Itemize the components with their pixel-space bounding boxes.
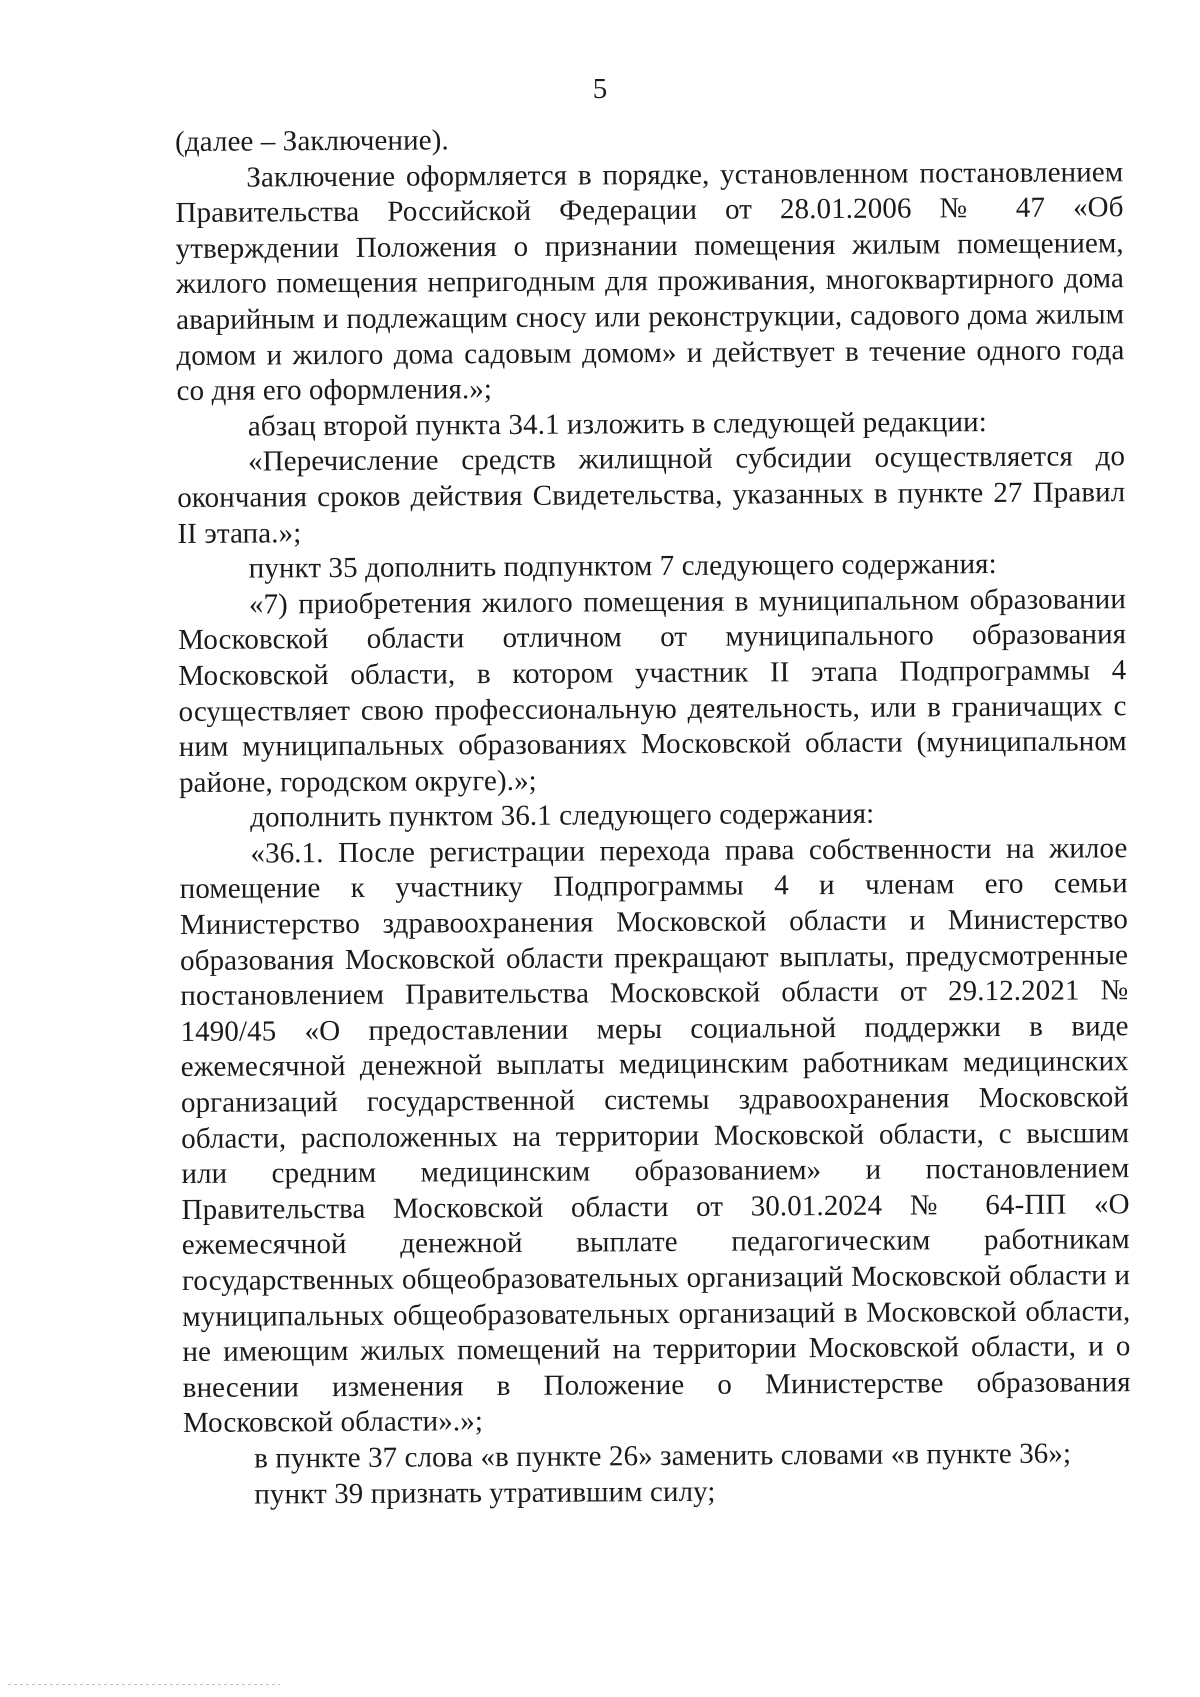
document-body — [175, 119, 1131, 1513]
paragraph-amend-34-1: абзац второй пункта 34.1 изложить в следующей редакции: — [247, 405, 988, 443]
scan-edge-noise — [8, 1684, 280, 1685]
paragraph-item-36-1: «36.1. После регистрации перехода права собственности на жилое помещение к участнику Подпрограммы 4 и членам его семьи Министерство здравоохранения Московской области и Министерство образования Московской области прекращают выплаты, предусмотренные постановлением Правительства Московской области от 29.12.2021 № 1490/45 «О предоставлении меры социальной поддержки в виде ежемесячной денежной выплаты медицинским работникам медицинских организаций государственной системы здравоохранения Московской области, расположенных на территории Московской области, с высшим или средним медицинским образованием» и постановлением Правительства Московской области от 30.01.2024 № 64-ПП «О ежемесячной денежной выплате педагогическим работникам государственных общеобразовательных организаций Московской области и муниципальных общеобразовательных организаций в Московской области, не имеющим жилых помещений на территории Московской области, и о внесении изменения в Положение о Министерстве образования Московской области».»; — [179, 832, 1131, 1440]
paragraph-amend-35: пункт 35 дополнить подпунктом 7 следующего содержания: — [248, 548, 997, 585]
paragraph-subitem-7: «7) приобретения жилого помещения в муниципальном образовании Московской области отличном от муниципального образования Московской области, в котором участник II этапа Подпрограммы 4 осуществляет свою профессиональную деятельность, или в граничащих с ним муниципальных образованиях Московской области (муниципальном районе, городском округе).»; — [178, 582, 1127, 799]
paragraph-amend-37: в пункте 37 слова «в пункте 26» заменить словами «в пункте 36»; — [254, 1437, 1072, 1475]
page-number: 5 — [592, 73, 608, 105]
paragraph-add-36-1: дополнить пунктом 36.1 следующего содержания: — [250, 798, 875, 834]
paragraph-subsidy-transfer: «Перечисление средств жилищной субсидии осуществляется до окончания сроков действия Свидетельства, указанных в пункте 27 Правил II этапа.»; — [177, 440, 1126, 550]
paragraph-repeal-39: пункт 39 признать утратившим силу; — [254, 1475, 716, 1511]
paragraph-conclusion-procedure: Заключение оформляется в порядке, установленном постановлением Правительства Российской Федерации от 28.01.2006 № 47 «Об утверждении Положения о признании помещения жилым помещением, жилого помещения непригодным для проживания, многоквартирного дома аварийным и подлежащим сносу или реконструкции, садового дома жилым домом и жилого дома садовым домом» и действует в течение одного года со дня его оформления.»; — [175, 155, 1125, 408]
paragraph-continuation: (далее – Заключение). — [175, 124, 449, 158]
